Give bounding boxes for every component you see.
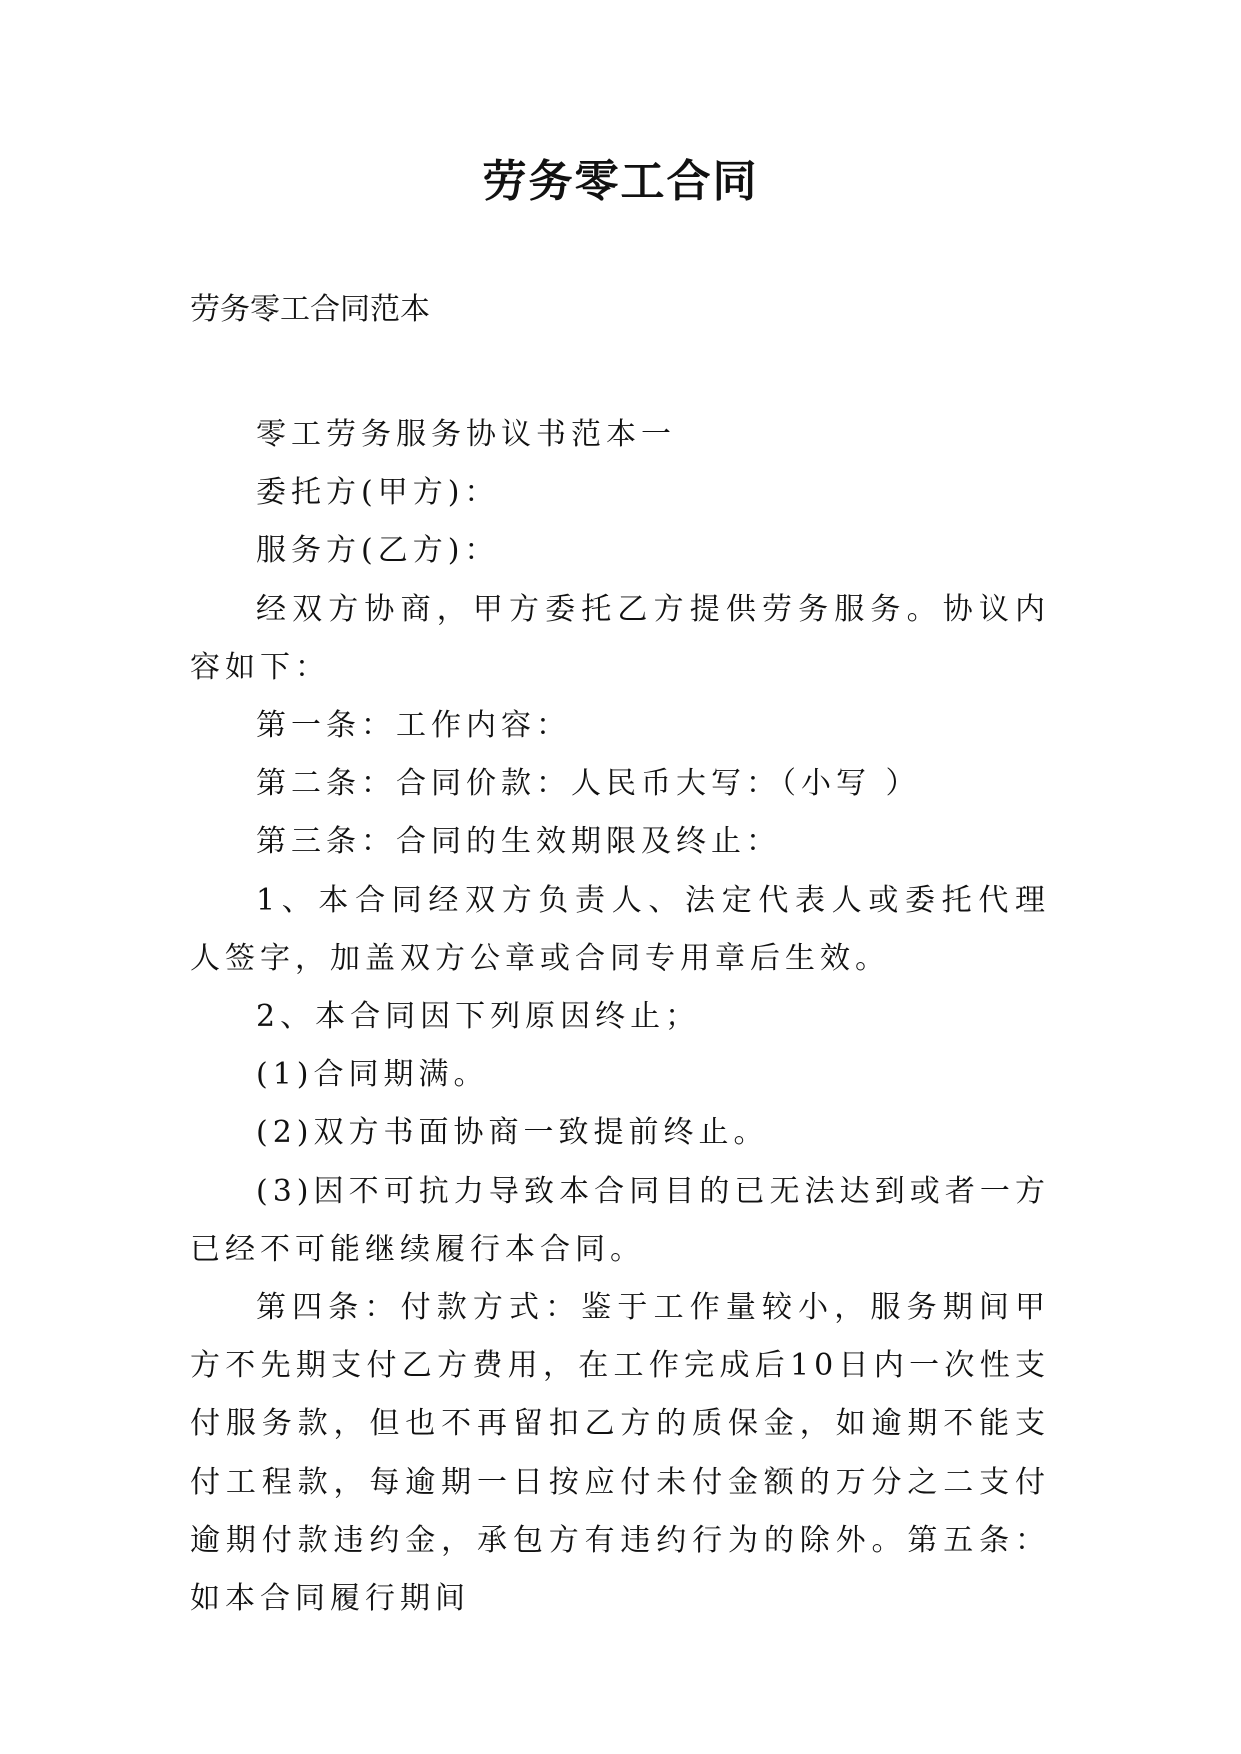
paragraph-article-3-item-1: 1、本合同经双方负责人、法定代表人或委托代理人签字，加盖双方公章或合同专用章后生效。 bbox=[190, 882, 1050, 976]
paragraph-party-b: 服务方(乙方)： bbox=[256, 533, 500, 569]
paragraph-article-3-item-2: 2、本合同因下列原因终止； bbox=[256, 999, 701, 1035]
document-subtitle: 劳务零工合同范本 bbox=[190, 292, 430, 327]
paragraph-termination-1: (1)合同期满。 bbox=[256, 1057, 489, 1093]
document-title: 劳务零工合同 bbox=[482, 156, 759, 207]
paragraph-party-a: 委托方(甲方)： bbox=[256, 475, 500, 511]
paragraph-article-4: 第四条：付款方式：鉴于工作量较小，服务期间甲方不先期支付乙方费用，在工作完成后10日内一次性支付服务款，但也不再留扣乙方的质保金，如逾期不能支付工程款，每逾期一日按应付未付金额的万分之二支付逾期付款违约金，承包方有违约行为的除外。第五条：如本合同履行期间 bbox=[190, 1290, 1050, 1617]
paragraph-article-3: 第三条：合同的生效期限及终止： bbox=[256, 824, 781, 860]
paragraph-preamble: 经双方协商，甲方委托乙方提供劳务服务。协议内容如下： bbox=[190, 591, 1050, 685]
paragraph-termination-3: (3)因不可抗力导致本合同目的已无法达到或者一方已经不可能继续履行本合同。 bbox=[190, 1173, 1050, 1267]
paragraph-article-2: 第二条：合同价款：人民币大写：（小写 ） bbox=[256, 766, 921, 802]
contract-body bbox=[190, 406, 1050, 1628]
paragraph-agreement-title: 零工劳务服务协议书范本一 bbox=[256, 417, 676, 452]
paragraph-termination-2: (2)双方书面协商一致提前终止。 bbox=[256, 1115, 769, 1151]
paragraph-article-1: 第一条：工作内容： bbox=[256, 708, 571, 744]
